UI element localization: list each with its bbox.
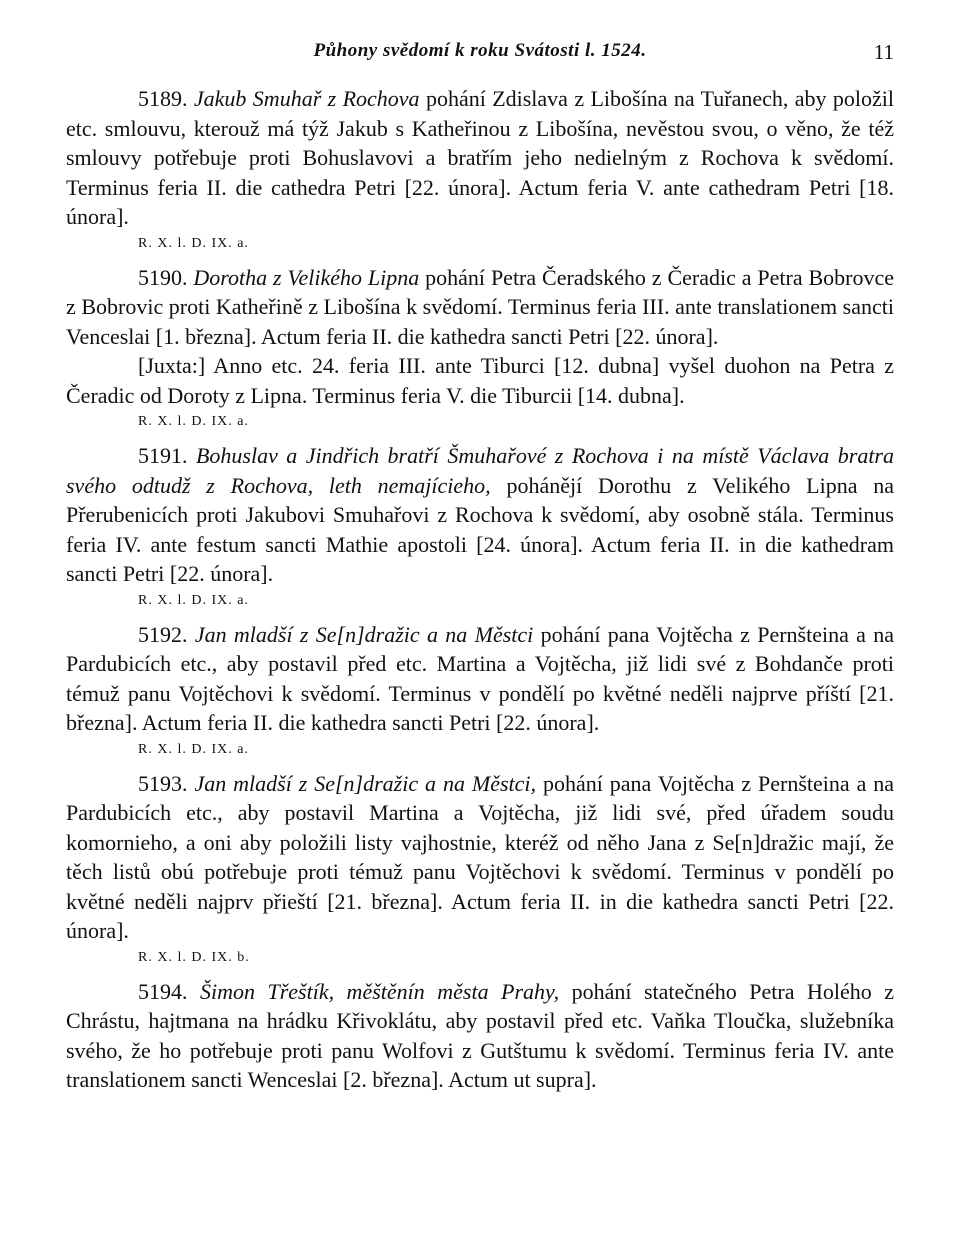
page-header xyxy=(66,38,894,68)
entry-number: 5192. xyxy=(138,621,188,647)
archive-signature: R. X. l. D. IX. a. xyxy=(138,741,249,757)
entry-body: pohání Petra Čeradského z Čeradic a Petra Bobrovce z Bobrovic proti Katheřině z Libošína k svědomí. Terminus feria III. ante translationem sancti Venceslai [1. března]. Actum feria II. die kathedra sancti Petri [22. února]. xyxy=(66,264,895,349)
entry-parties: Šimon Třeštík, měštěnín města Prahy, xyxy=(199,978,560,1004)
entry-parties: Jan mladší z Se[n]dražic a na Městci, xyxy=(194,770,537,796)
entry-body: pohání statečného Petra Holého z Chrástu, hajtmana na hrádku Křivoklátu, aby postavil před etc. Vaňka Tloučka, služebníka svého, že ho potřebuje proti panu Wolfovi z Gutštumu k svědomí. Terminus feria IV. ante translationem sancti Wenceslai [2. března]. Actum ut supra]. xyxy=(66,978,894,1092)
entry-number: 5193. xyxy=(138,770,188,796)
entry-5190 xyxy=(66,263,894,352)
entry-5192 xyxy=(66,620,894,738)
entry-parties: Jakub Smuhař z Rochova xyxy=(193,86,420,111)
entry-parties: Dorotha z Velikého Lipna xyxy=(193,264,420,290)
running-title: Půhony svědomí k roku Svátosti l. 1524. xyxy=(313,40,647,61)
archive-signature: R. X. l. D. IX. a. xyxy=(138,414,249,429)
entry-number: 5191. xyxy=(138,443,188,468)
entry-body: pohání Zdislava z Libošína na Tuřanech, aby položil etc. smlouvu, kterouž má týž Jakub s Katheřinou z Libošína, nevěstou svou, o věno, že též smlouvy potřebuje proti Bohuslavovi a bratřím jeho nedielným z Rochova k svědomí. Terminus feria II. die cathedra Petri [22. února]. Actum feria V. ante cathedram Petri [18. února]. xyxy=(66,86,895,229)
entry-5193 xyxy=(66,769,894,946)
page-number: 11 xyxy=(873,40,894,64)
document-page xyxy=(66,38,894,1095)
archive-signature: R. X. l. D. IX. a. xyxy=(138,235,249,251)
entry-note: [Juxta:] Anno etc. 24. feria III. ante Tiburci [12. dubna] vyšel duohon na Petra z Čeradic od Doroty z Lipna. Terminus feria V. die Tiburcii [14. dubna]. xyxy=(66,353,894,408)
archive-signature: R. X. l. D. IX. b. xyxy=(138,949,250,965)
entry-body: pohání pana Vojtěcha z Pernšteina a na Pardubicích etc., aby postavil Martina a Vojtěcha, již lidi své, před úřadem soudu komornieho, a oni aby položili listy vajhostnie, kteréž od něho Jana z Se[n]dražic mají, že těch listů obú potřebuje proti témuž panu Vojtěchovi k svědomí. Terminus v pondělí po květné neděli najprv přieští [21. března]. Actum feria II. in die kathedra sancti Petri [22. února]. xyxy=(66,770,895,943)
entry-body: pohánějí Dorothu z Velikého Lipna na Přerubenicích proti Jakubovi Smuhařovi z Rochova k svědomí, aby osobně stála. Terminus feria IV. ante festum sancti Mathie apostoli [24. února]. Actum feria II. in die kathedram sancti Petri [22. února]. xyxy=(66,472,895,586)
entry-number: 5189. xyxy=(138,86,188,111)
entry-number: 5194. xyxy=(138,978,188,1004)
entry-parties: Jan mladší z Se[n]dražic a na Městci xyxy=(194,621,534,647)
archive-signature: R. X. l. D. IX. a. xyxy=(138,592,249,608)
entry-body: pohání pana Vojtěcha z Pernšteina a na Pardubicích etc., aby postavil před etc. Martina a Vojtěcha, již lidi své z Bohdanče proti témuž panu Vojtěchovi k svědomí. Terminus v pondělí po květné neděli najprve příští [21. března]. Actum feria II. die kathedra sancti Petri [22. února]. xyxy=(66,621,895,735)
entry-5191 xyxy=(66,441,894,589)
entry-5194 xyxy=(66,977,894,1095)
entry-number: 5190. xyxy=(138,264,188,290)
entry-5189 xyxy=(66,84,894,232)
entry-parties: Bohuslav a Jindřich bratří Šmuhařové z Rochova i na místě Václava bratra svého odtudž z Rochova, leth nemajícieho, xyxy=(66,443,894,498)
